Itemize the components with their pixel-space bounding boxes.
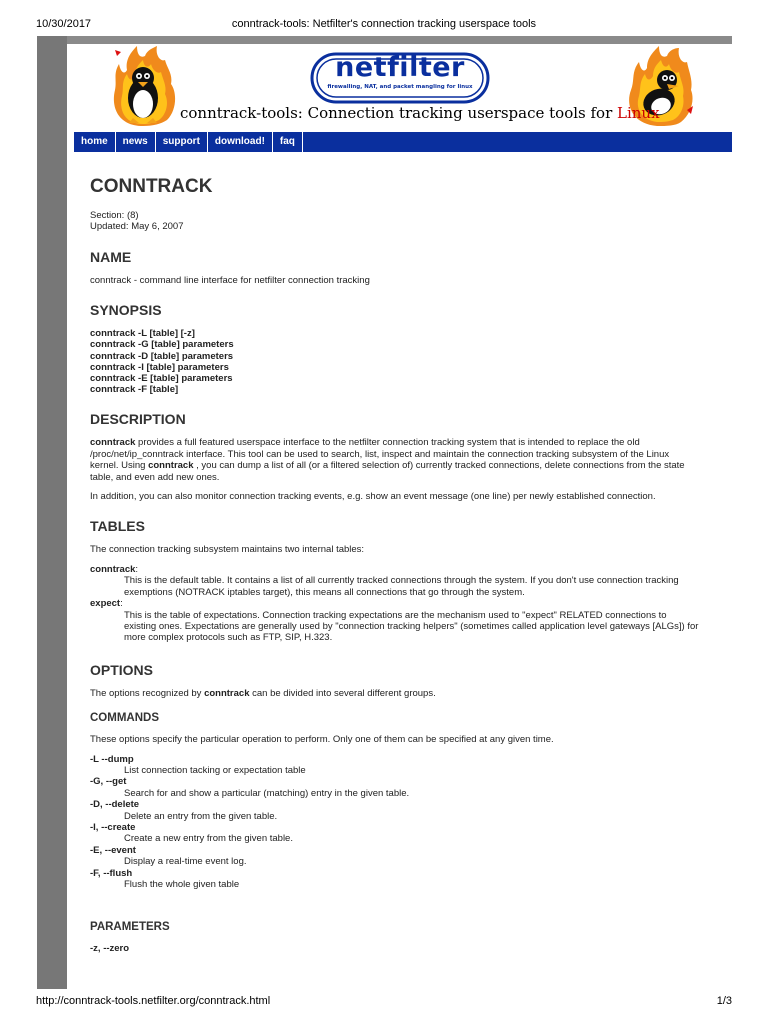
synopsis-line: conntrack -L [table] [-z]: [90, 328, 195, 340]
page-title: CONNTRACK: [90, 176, 213, 197]
desc-text: , you can dump a list of all (or a filtered selection of) currently tracked connections, delete connections from the state table, and even add new ones.: [90, 460, 685, 483]
command-desc: Display a real-time event log.: [124, 856, 247, 868]
nav-download[interactable]: download!: [208, 132, 273, 152]
command-desc: Create a new entry from the given table.: [124, 833, 293, 845]
command-desc: Delete an entry from the given table.: [124, 810, 278, 822]
synopsis-line: conntrack -F [table]: [90, 384, 179, 396]
nav-faq[interactable]: faq: [273, 132, 303, 152]
bold-conntrack: conntrack: [204, 687, 250, 699]
options-text: The options recognized by: [90, 687, 205, 699]
updated-info: Updated: May 6, 2007: [90, 221, 184, 233]
synopsis-line: conntrack -E [table] parameters: [90, 373, 233, 385]
tables-list: [90, 564, 700, 644]
bold-conntrack: conntrack: [148, 460, 194, 472]
name-heading: NAME: [90, 248, 132, 265]
print-footer: [0, 995, 768, 1009]
synopsis-line: conntrack -I [table] parameters: [90, 361, 229, 373]
page: [67, 36, 732, 989]
print-page-number: 1/3: [716, 995, 732, 1007]
parameter-term: -z, --zero: [90, 943, 130, 955]
command-entry: [90, 868, 700, 891]
description-heading: DESCRIPTION: [90, 411, 186, 428]
logo-text: netfilter: [335, 52, 465, 83]
commands-heading: COMMANDS: [90, 712, 159, 725]
synopsis-line: conntrack -G [table] parameters: [90, 339, 234, 351]
command-entry: [90, 822, 700, 845]
commands-list: [90, 754, 700, 891]
left-sidebar: [37, 36, 67, 989]
name-text: conntrack - command line interface for netfilter connection tracking: [90, 274, 370, 286]
desc-text: provides a full featured userspace interface to the netfilter connection tracking system that is intended to replace the old /proc/net/ip_conntrack interface. This tool can be used to search, list, inspect and maintain the connection tracking subsystem of the Linux kernel. Using: [90, 437, 670, 472]
options-text: can be divided into several different groups.: [249, 687, 436, 699]
command-entry: [90, 799, 700, 822]
command-entry: [90, 845, 700, 868]
options-intro: [90, 688, 700, 699]
tables-heading: TABLES: [90, 518, 145, 535]
print-date: 10/30/2017: [36, 18, 92, 30]
tables-intro: The connection tracking subsystem maintains two internal tables:: [90, 544, 365, 556]
command-term: -F, --flush: [90, 867, 133, 879]
command-term: -I, --create: [90, 821, 136, 833]
commands-intro: These options specify the particular operation to perform. Only one of them can be specified at any given time.: [90, 734, 554, 746]
man-page-content: [90, 162, 700, 955]
nav-bar: [74, 132, 732, 152]
bold-conntrack: conntrack: [90, 437, 136, 449]
description-paragraph-1: [90, 437, 700, 483]
nav-home[interactable]: home: [74, 132, 116, 152]
synopsis-list: [90, 328, 700, 395]
description-paragraph-2: In addition, you can also monitor connection tracking events, e.g. show an event message (one line) per newly established connection.: [90, 491, 656, 503]
command-entry: [90, 754, 700, 777]
print-header: [0, 18, 768, 32]
nav-support[interactable]: support: [156, 132, 208, 152]
print-title: conntrack-tools: Netfilter's connection tracking userspace tools: [231, 18, 537, 30]
command-term: -D, --delete: [90, 799, 140, 811]
command-term: -L --dump: [90, 753, 134, 765]
command-desc: Flush the whole given table: [124, 879, 240, 890]
penguin-flame-logo-left: [107, 44, 179, 128]
table-term: expect: [90, 598, 121, 610]
synopsis-line: conntrack -D [table] parameters: [90, 350, 234, 362]
table-desc: This is the default table. It contains a list of all currently tracked connections through the system. If you don't use connection tracking exemptions (NOTRACK iptables target), this means all connections that go through the system.: [124, 575, 679, 598]
table-entry: expect: This is the table of expectations. Connection tracking expectations are the mechanism used to "expect" RELATED connections to existing ones. Expectations are generally used by "connection tracking helpers" (sometimes called application level gateways [ALGs]) for more complex protocols such as FTP, SIP, H.323.: [90, 598, 699, 644]
top-band: [67, 36, 732, 44]
section-info: Section: (8): [90, 210, 139, 221]
options-heading: OPTIONS: [90, 661, 154, 678]
synopsis-heading: SYNOPSIS: [90, 302, 162, 319]
table-entry: conntrack: This is the default table. It contains a list of all currently tracked connections through the system. If you don't use connection tracking exemptions (NOTRACK iptables target), this means all connections that go through the system.: [90, 564, 700, 598]
table-desc: This is the table of expectations. Connection tracking expectations are the mechanism used to "expect" RELATED connections to existing ones. Expectations are generally used by "connection tracking helpers" (sometimes called application level gateways [ALGs]) for more complex protocols such as FTP, SIP, H.323.: [124, 609, 699, 644]
command-term: -E, --event: [90, 844, 136, 856]
nav-news[interactable]: news: [116, 132, 156, 152]
command-desc: List connection tacking or expectation table: [124, 764, 306, 776]
parameters-heading: PARAMETERS: [90, 921, 170, 934]
meta-info: [90, 210, 700, 233]
command-desc: Search for and show a particular (matching) entry in the given table.: [124, 787, 410, 799]
print-url: http://conntrack-tools.netfilter.org/conntrack.html: [36, 995, 271, 1007]
command-term: -G, --get: [90, 776, 127, 788]
command-entry: [90, 776, 700, 799]
banner-title: [180, 104, 660, 122]
banner-title-main: conntrack-tools: Connection tracking userspace tools for: [180, 104, 618, 122]
table-term: conntrack: [90, 563, 136, 575]
banner-title-linux: Linux: [617, 104, 660, 122]
logo-tagline: firewalling, NAT, and packet mangling for linux: [327, 84, 473, 90]
